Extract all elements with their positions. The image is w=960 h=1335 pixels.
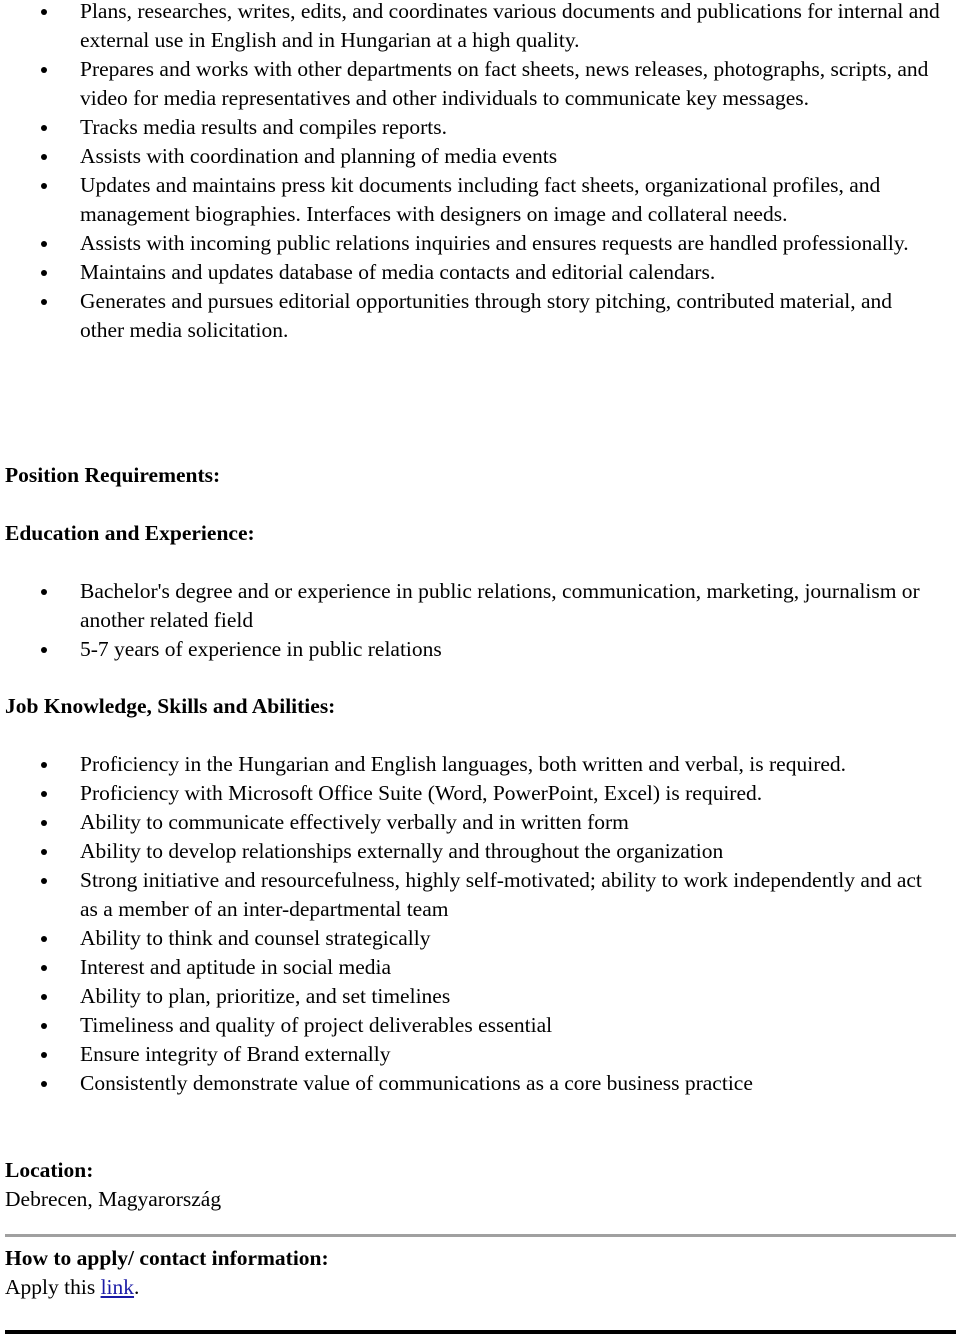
list-item: Tracks media results and compiles reports.	[80, 113, 940, 142]
duties-list	[0, 0, 940, 345]
list-item: Interest and aptitude in social media	[80, 953, 940, 982]
apply-suffix: .	[134, 1275, 140, 1299]
education-list	[0, 577, 940, 664]
list-item: Assists with incoming public relations inquiries and ensures requests are handled professionally.	[80, 229, 940, 258]
list-item: 5-7 years of experience in public relations	[80, 635, 940, 664]
list-item: Bachelor's degree and or experience in public relations, communication, marketing, journalism or another related field	[80, 577, 940, 635]
education-heading: Education and Experience:	[5, 521, 255, 545]
skills-heading: Job Knowledge, Skills and Abilities:	[5, 694, 336, 718]
list-item: Ensure integrity of Brand externally	[80, 1040, 940, 1069]
skills-list	[0, 750, 940, 1098]
list-item: Ability to think and counsel strategically	[80, 924, 940, 953]
list-item: Prepares and works with other departments on fact sheets, news releases, photographs, scripts, and video for media representatives and other individuals to communicate key messages.	[80, 55, 940, 113]
apply-prefix: Apply this	[5, 1275, 101, 1299]
location-value: Debrecen, Magyarország	[5, 1187, 222, 1211]
list-item: Updates and maintains press kit documents including fact sheets, organizational profiles, and management biographies. Interfaces with designers on image and collateral needs.	[80, 171, 940, 229]
list-item: Timeliness and quality of project deliverables essential	[80, 1011, 940, 1040]
section-divider	[5, 1234, 956, 1237]
location-heading: Location:	[5, 1158, 94, 1182]
list-item: Strong initiative and resourcefulness, highly self-motivated; ability to work independently and act as a member of an inter-departmental team	[80, 866, 940, 924]
apply-line	[5, 1273, 139, 1302]
list-item: Ability to plan, prioritize, and set timelines	[80, 982, 940, 1011]
list-item: Generates and pursues editorial opportunities through story pitching, contributed material, and other media solicitation.	[80, 287, 940, 345]
apply-heading: How to apply/ contact information:	[5, 1246, 329, 1270]
list-item: Ability to communicate effectively verbally and in written form	[80, 808, 940, 837]
list-item: Ability to develop relationships externally and throughout the organization	[80, 837, 940, 866]
list-item: Maintains and updates database of media contacts and editorial calendars.	[80, 258, 940, 287]
list-item: Proficiency in the Hungarian and English languages, both written and verbal, is required.	[80, 750, 940, 779]
list-item: Consistently demonstrate value of communications as a core business practice	[80, 1069, 940, 1098]
bottom-rule	[5, 1330, 956, 1334]
position-requirements-heading: Position Requirements:	[5, 463, 221, 487]
list-item: Plans, researches, writes, edits, and coordinates various documents and publications for internal and external use in English and in Hungarian at a high quality.	[80, 0, 940, 55]
apply-link[interactable]: link	[100, 1275, 135, 1299]
list-item: Assists with coordination and planning of media events	[80, 142, 940, 171]
list-item: Proficiency with Microsoft Office Suite (Word, PowerPoint, Excel) is required.	[80, 779, 940, 808]
